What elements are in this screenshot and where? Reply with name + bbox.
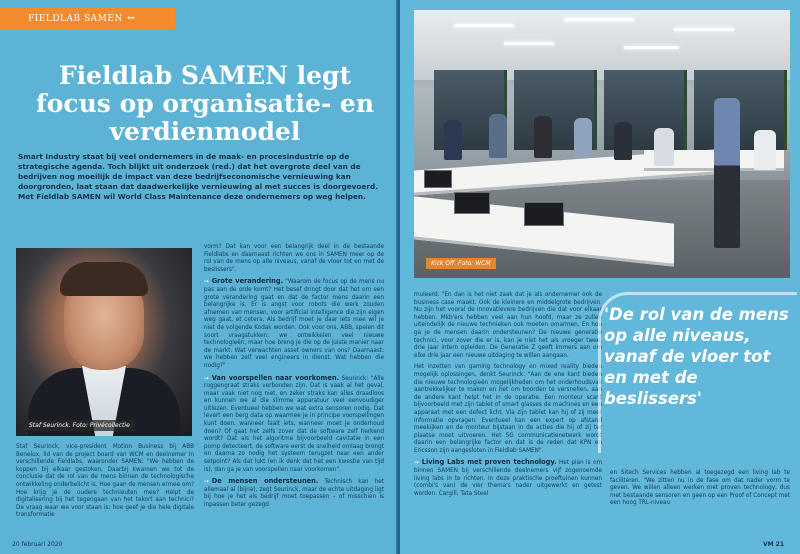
subheading: Living Labs met proven technology. <box>421 458 557 467</box>
paragraph: vorm? Dat kan voor een belangrijk deel in de bestaande Fieldlabs en daarnaast richten we ons in SAMEN meer op de rol van de mens op alle niveaus, vanaf de vloer tot en met de beslissers". <box>204 244 384 273</box>
paragraph: Staf Seurinck, vice-president Motion Business bij ABB Benelux, lid van de project board van WCM en deelnemer in verschillende Fieldlabs, waaronder SAMEN: "We hebben de koppen bij elkaar gestoken. Daarbij kwamen we tot de conclusie dat de rol van de mens binnen de technologische ontwikkeling onderbelicht is. Hoe gaan de mensen ermee om? Hoe krijg je de oudere technieuten mee? Helpt de digitalisering bij het tegengaan van het tekort aan technici? De vraag waar we voor staan is: hoe geef je die hele digitale transformatie <box>16 444 194 519</box>
meeting-caption: Kick Off. Foto: WCM <box>426 258 496 269</box>
portrait-caption: Staf Seurinck. Foto: Privécollectie <box>24 420 135 431</box>
ceiling-light <box>504 42 554 45</box>
arrow-icon: → <box>204 279 209 286</box>
subheading: Grote verandering. <box>211 277 284 286</box>
person <box>534 116 552 158</box>
paragraph: "Waarom de focus op de mens nu pas aan de orde komt? Het besef dringt door dat het om een grote verandering gaat en dat de factor mens daarin een belangrijke is. Er is angst voor robots die werk zouden afnemen van mensen, voor artificial intelligence die zijn eigen weg gaat, et cetera. Als bedrijf moet je daar iets mee wil je niet de volgende Kodak worden. Ook voor ons, ABB, spelen dit soort vraagstukken: we ontwikkelen veel nieuwe technologieën, maar hoe breng je die op de juiste manier naar de markt. Wat verwachten asset owners van ons? Daarnaast: we hebben zelf veel engineers in dienst. Wat hebben die nodig?" <box>204 279 384 369</box>
article-intro: Smart Industry staat bij veel ondernemers in de maak- en procesindustrie op de strategische agenda. Toch blijkt uit onderzoek (red.) dat het overgrote deel van de bedrijven nog moeilijk de impact van deze bedrijfseconomische vernieuwing kan doorgronden, laat staan dat daadwerkelijke vernieuwing al met succes is doorgevoerd. Met Fieldlab SAMEN wil World Class Maintenance deze ondernemers op weg helpen. <box>18 152 378 201</box>
person <box>654 128 674 166</box>
arrow-icon: → <box>204 479 209 486</box>
section-tag <box>0 8 175 30</box>
portrait-hair <box>60 262 148 296</box>
laptop <box>454 192 490 214</box>
page-number-left: 20 februari 2020 <box>12 541 63 548</box>
column-left-2 <box>204 244 384 514</box>
arrow-icon: → <box>414 460 419 467</box>
paragraph: muleerd. "En dan is het niet zaak dat je als ondernemer ook de business case maakt. Ook de kleinere en middelgrote bedrijven. Nu zijn het vooral de innovatievere bedrijven die dat voor elkaar hebben. Mkb'ers hebben veel aan hun hoofd, maar ze zullen uiteindelijk de nieuwe technieken ook moeten omarmen. En hoe ga je de mensen daarin ondersteunen? De nieuwe generatie technici, voor zover die er is, kan je niet het als vroeger twee, drie jaar intern opleiden. De Generatie Z geeft immers aan om elke drie jaar een nieuwe uitdaging te willen aangaan. <box>414 292 602 359</box>
person <box>754 130 776 170</box>
ceiling-light <box>564 18 634 21</box>
ceiling-light <box>674 28 734 31</box>
pull-quote: 'De rol van de mens op alle niveaus, vanaf de vloer tot en met de beslissers' <box>604 305 789 408</box>
section-tag-label: FIELDLAB SAMEN <box>28 14 123 24</box>
person <box>574 118 592 158</box>
portrait-photo <box>16 248 192 436</box>
paragraph: Technisch kan het allemaal al (bijna), zegt Seurinck, maar de echte uitdaging ligt bij hoe je het als bedrijf moet toepassen – of misschien is inpassen beter gezegd <box>204 479 384 508</box>
paragraph: Het plan is om binnen SAMEN bij verschillende deelnemers vijf zogenoemde living labs in te richten. In deze praktische proeftuinen kunnen (combi's van) de vier thema's nader uitgewerkt en getest worden. Cargill, Tata Steel <box>414 460 603 497</box>
left-page <box>0 0 399 554</box>
paragraph: Het inzetten van gaming technology en mixed reality bieden mogelijk oplossingen, denkt Seurinck. "Aan de ene kant bieden die nieuwe technologieën mogelijkheden om het onderhoudsvak aantrekkelijker te maken en het om boorden te versnellen, aan de andere kant helpt het in de operatie. Een monteur scant bijvoorbeeld met zijn tablet of smart glasses de machines en een apparaat met een defect licht. Via zijn tablet kan hij of zij meer informatie opvragen. Eventueel kan een expert op afstand meekijken en de monteur bijstaan in de acties die hij of zij ter plaatse moet uitvoeren. Het 5G communicatienetwerk wordt daarin een belangrijke factor en dat is de reden dat KPN en Ericsson zijn aangesloten in Fieldlab SAMEN". <box>414 364 602 454</box>
person <box>614 122 632 160</box>
column-right-1 <box>414 292 602 502</box>
arrow-icon: ⇜ <box>126 13 136 24</box>
presenter <box>714 98 740 248</box>
column-right-2 <box>610 470 790 512</box>
meeting-photo <box>414 10 790 278</box>
page-number-right: VM 21 <box>762 541 784 548</box>
person <box>444 120 462 160</box>
person <box>489 114 507 158</box>
subheading: De mensen ondersteunen. <box>211 477 319 486</box>
laptop <box>524 202 564 226</box>
laptop <box>424 170 452 188</box>
ceiling-light <box>624 46 679 49</box>
arrow-icon: → <box>204 375 209 382</box>
paragraph: Seurinck: "Alle ruggengraat straks verbonden zijn. Dat is vaak al het geval, maar vaak niet nog niet, en zeker straks kan alles draadloos en kunnen we al die slimme apparatuur veel eenvoudiger uitlezen. Eventueel hebben we wat extra sensoren nodig. Dat levert een berg data op waarmee je in principe voorspellingen kunt doen, wanneer faalt iets, wanneer moet je onderhoud doen? Of gaat het zelfs zover dat de software zelf herkend wordt? Dat als het algoritme bijvoorbeeld cavitatie in een pomp detecteert, de software eerst de snelheid omlaag brengt en daarna zo nodig het systeem terugzet naar een ander setpoint? Als dat lukt (en ik denk dat het een kwestie van tijd is), dan ga je van voorspellen naar voorkomen". <box>204 375 385 473</box>
paragraph: en Sitech Services hebben al toegezegd een living lab te faciliteren. "We zitten nu in de fase om dat nader vorm te geven. We willen alleen werken met proven technology, dus met bestaande sensoren en geen op een Proof of Concept met een hoog TRL-niveau <box>610 470 790 507</box>
article-title: Fieldlab SAMEN legt focus op organisatie- en verdienmodel <box>35 61 375 146</box>
column-left-1 <box>16 444 194 524</box>
ceiling-light <box>454 24 514 27</box>
subheading: Van voorspellen naar voorkomen. <box>211 373 340 382</box>
